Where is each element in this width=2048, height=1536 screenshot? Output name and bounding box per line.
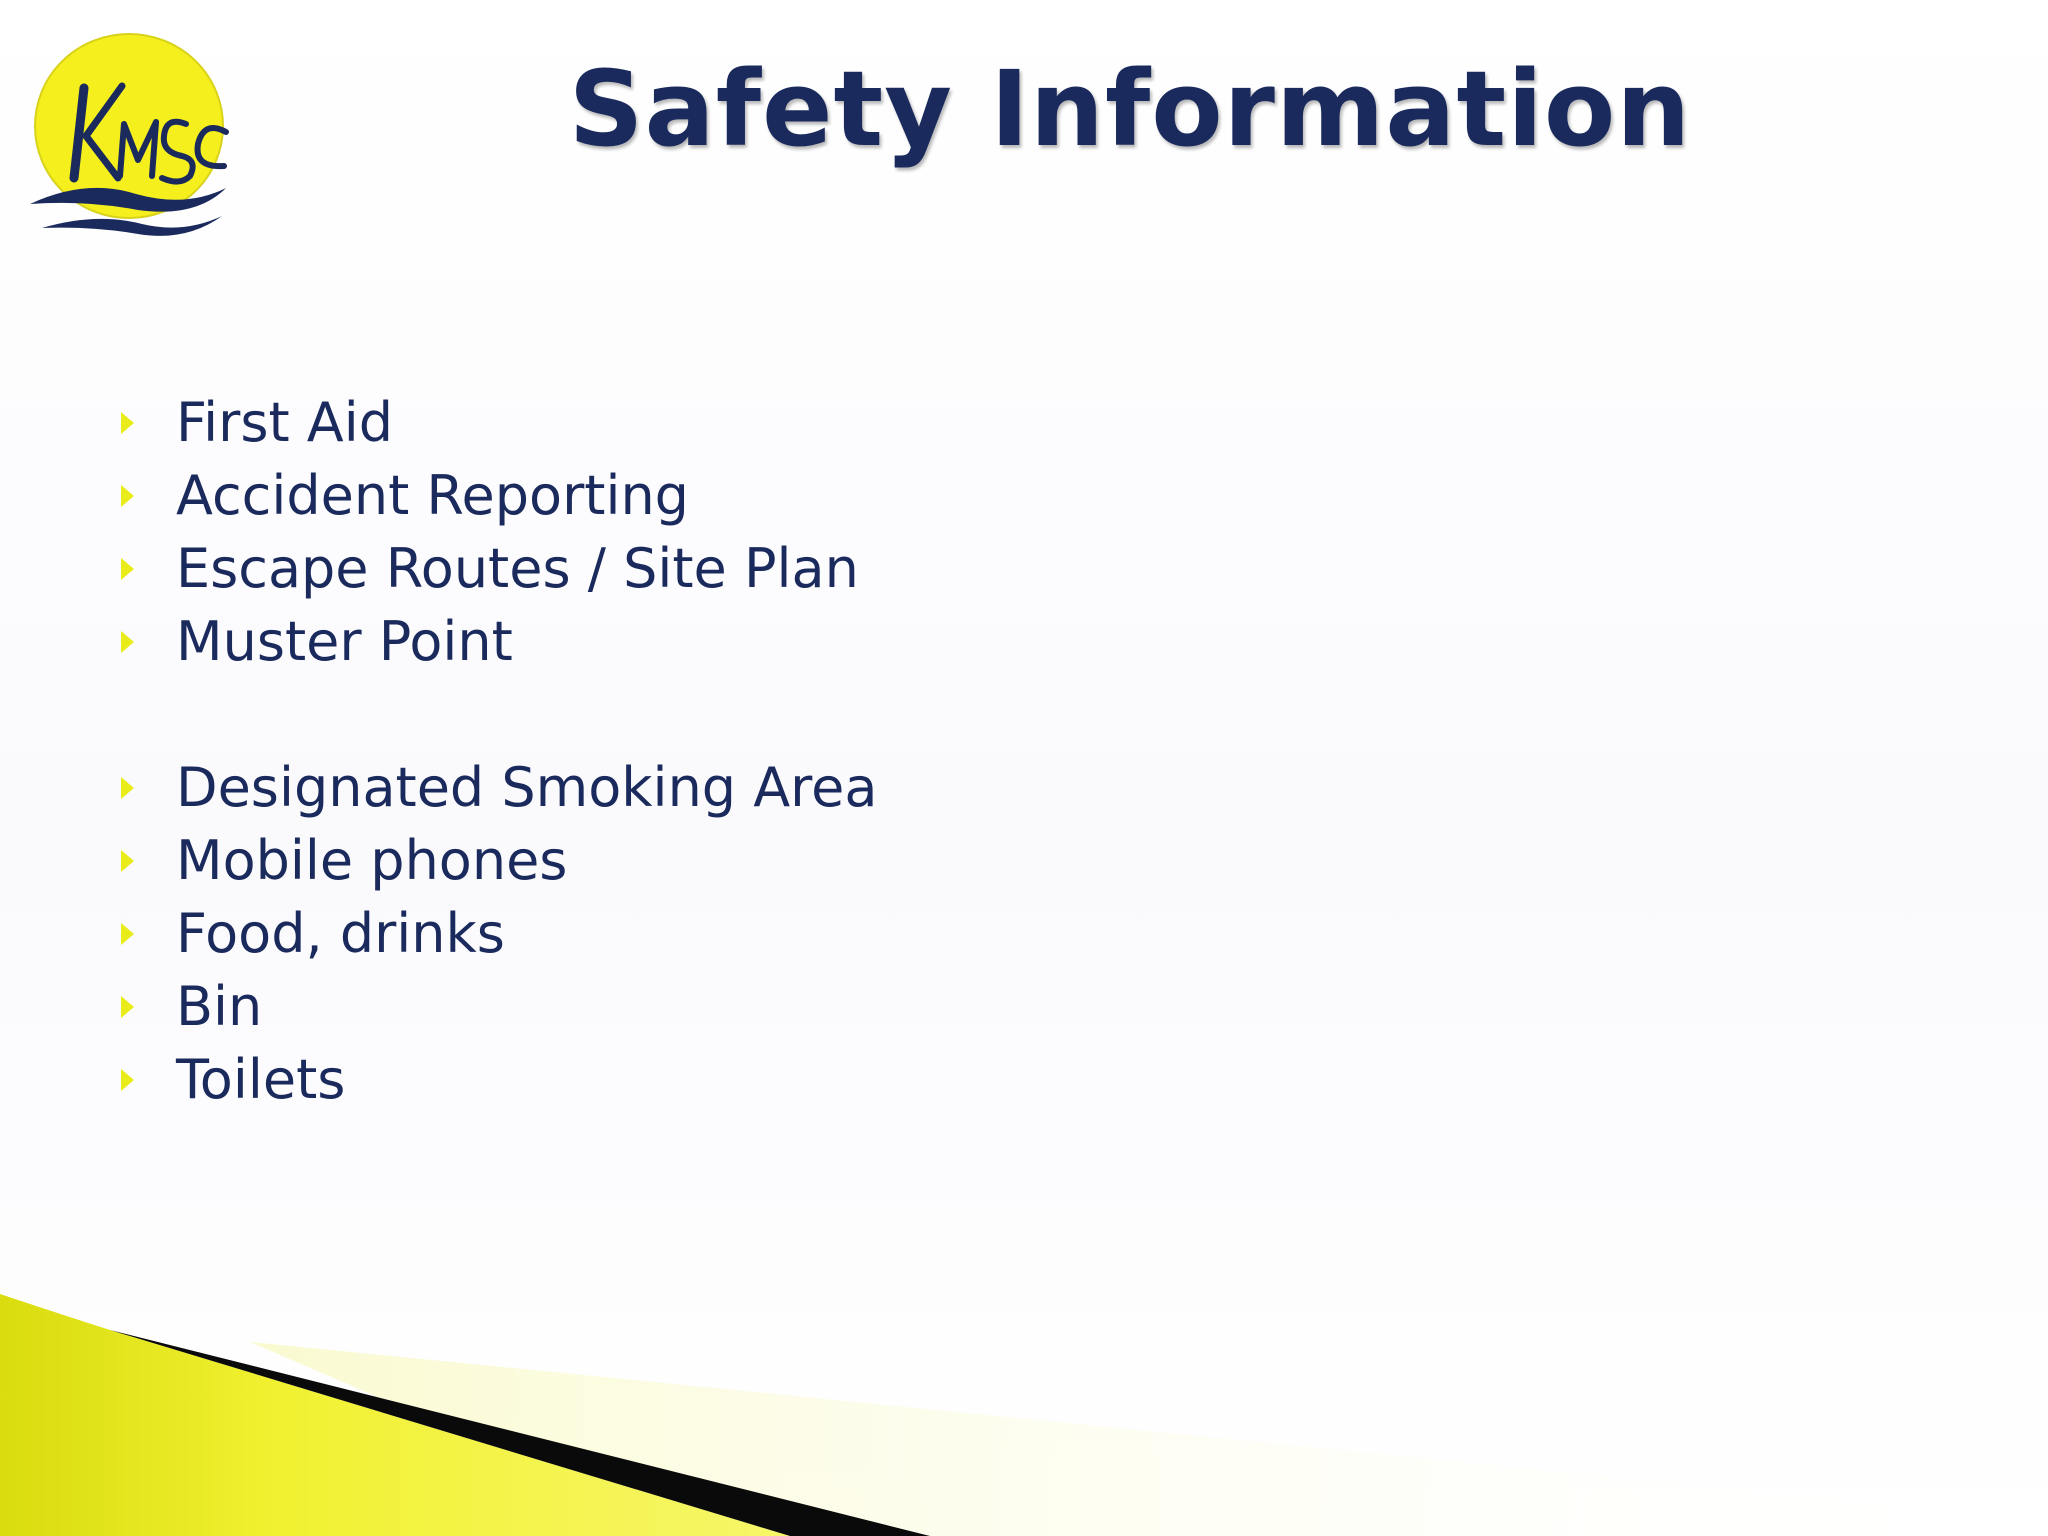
list-item (110, 605, 1110, 678)
bullet-list (110, 386, 1110, 1116)
list-item (110, 1043, 1110, 1116)
arrow-right-icon (121, 485, 134, 507)
list-item-label: Bin (176, 975, 263, 1038)
list-item (110, 970, 1110, 1043)
list-item (110, 386, 1110, 459)
list-item-label: Mobile phones (176, 829, 568, 892)
list-item (110, 897, 1110, 970)
arrow-right-icon (121, 412, 134, 434)
msc-logo (26, 28, 232, 238)
list-item-label: Food, drinks (176, 902, 505, 965)
decorative-swoosh (0, 1280, 2048, 1536)
list-item (110, 751, 1110, 824)
arrow-right-icon (121, 1069, 134, 1091)
list-item-label: Designated Smoking Area (176, 756, 878, 819)
slide-title: Safety Information (568, 48, 1692, 170)
list-item (110, 532, 1110, 605)
arrow-right-icon (121, 631, 134, 653)
list-item-label: Toilets (176, 1048, 346, 1111)
list-item (110, 459, 1110, 532)
list-item-label: First Aid (176, 391, 394, 454)
list-item-label: Accident Reporting (176, 464, 689, 527)
arrow-right-icon (121, 558, 134, 580)
swoosh-shape (0, 1280, 2048, 1536)
list-item-label: Escape Routes / Site Plan (176, 537, 859, 600)
msc-logo-icon (26, 28, 232, 238)
arrow-right-icon (121, 850, 134, 872)
arrow-right-icon (121, 923, 134, 945)
list-item-label: Muster Point (176, 610, 513, 673)
arrow-right-icon (121, 777, 134, 799)
list-item (110, 824, 1110, 897)
arrow-right-icon (121, 996, 134, 1018)
